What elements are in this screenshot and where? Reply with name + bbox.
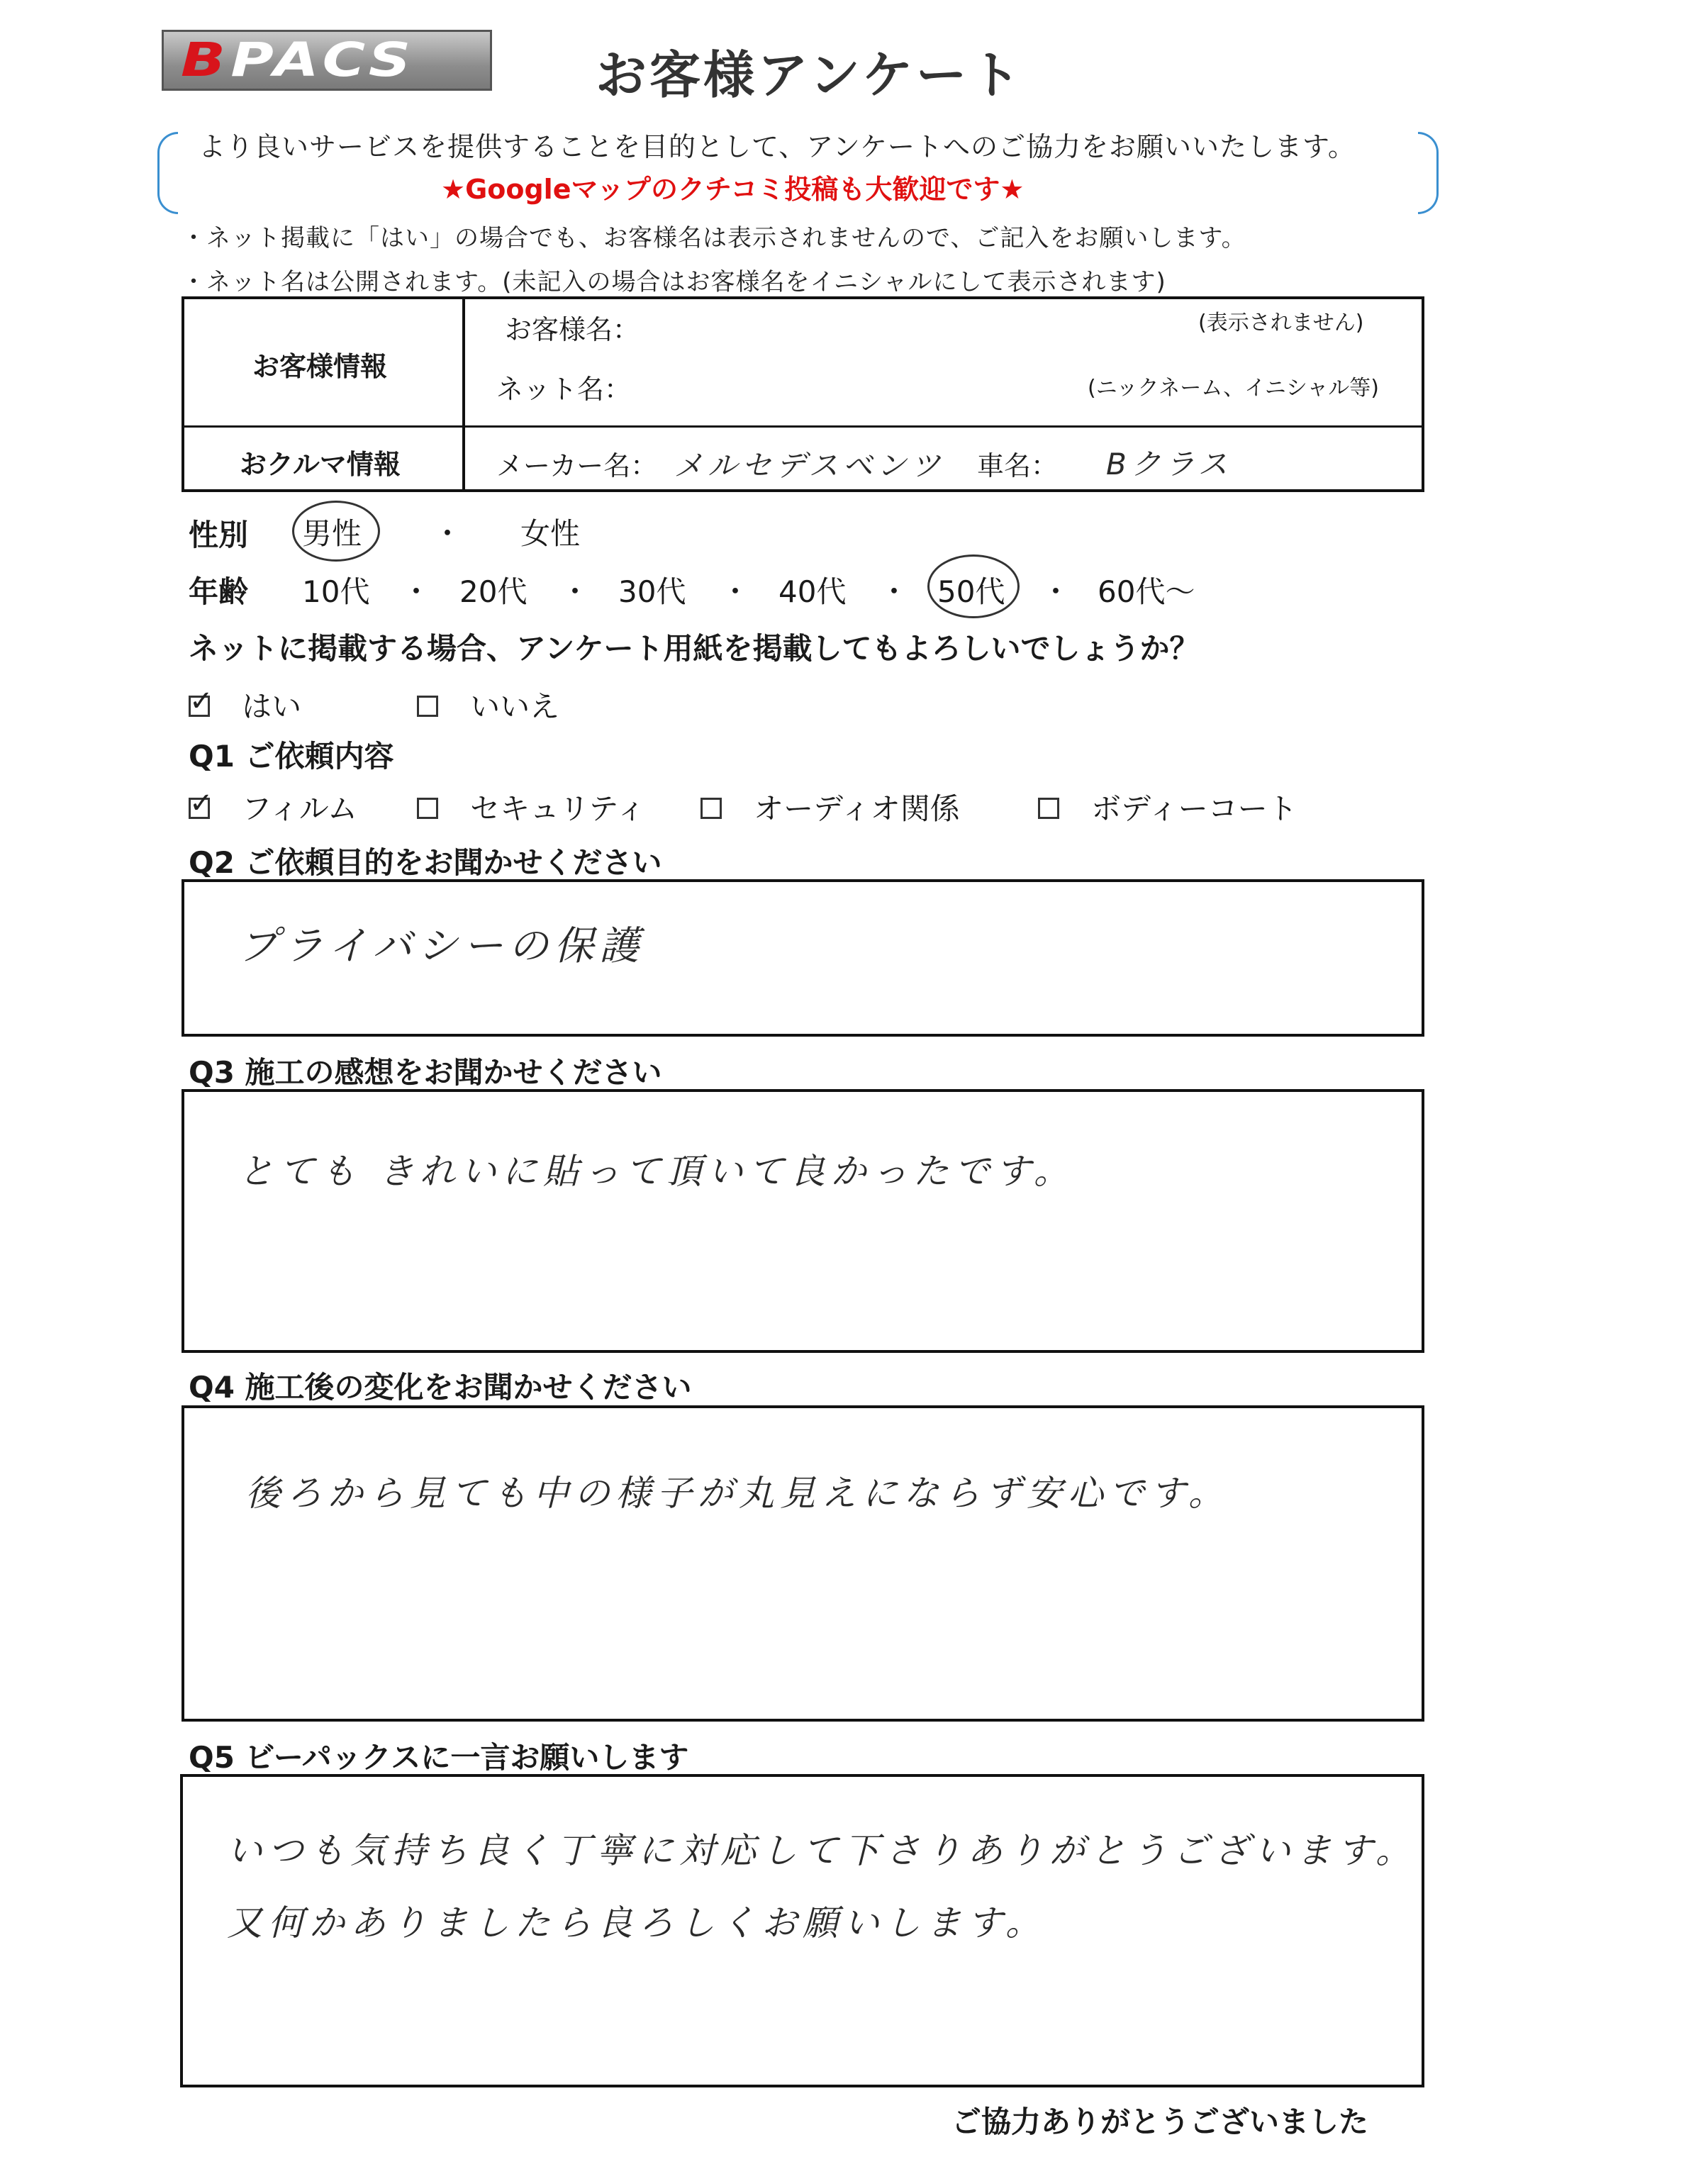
q2-answer: プライバシーの保護 xyxy=(238,923,645,969)
check-mark-icon: ✓ xyxy=(189,685,213,718)
q1-audio-label: オーディオ関係 xyxy=(754,791,960,826)
note-1: ・ネット掲載に「はい」の場合でも、お客様名は表示されませんので、ご記入をお願いします。 xyxy=(182,224,1246,252)
checkbox-bodycoat[interactable] xyxy=(1038,798,1059,819)
right-brace xyxy=(1418,132,1439,214)
note-2: ・ネット名は公開されます。(未記入の場合はお客様名をイニシャルにして表示されます) xyxy=(182,268,1166,296)
q1-label: Q1 ご依頼内容 xyxy=(189,739,394,774)
car-name-value: Bクラス xyxy=(1106,447,1232,481)
net-name-label: ネット名： xyxy=(496,374,632,405)
publish-yes-label: はい xyxy=(242,689,302,724)
table-divider xyxy=(462,296,465,492)
gender-male[interactable]: 男性 xyxy=(302,516,362,551)
logo-word: PACS xyxy=(230,33,416,87)
table-row-divider-left xyxy=(182,425,462,428)
maker-label: メーカー名： xyxy=(496,450,658,481)
footer-thanks: ご協力ありがとうございました xyxy=(951,2104,1369,2139)
intro-text: より良いサービスを提供することを目的として、アンケートへのご協力をお願いいたします。 xyxy=(199,131,1356,162)
checkbox-yes[interactable] xyxy=(189,685,213,718)
age-label: 年齢 xyxy=(189,574,249,609)
q1-option-security[interactable] xyxy=(417,786,646,828)
check-mark-icon: ✓ xyxy=(189,787,213,820)
age-50[interactable]: 50代 xyxy=(937,574,1005,609)
q4-answer-box[interactable] xyxy=(182,1405,1424,1722)
q1-film-label: フィルム xyxy=(242,791,358,826)
q1-bodycoat-label: ボディーコート xyxy=(1091,791,1297,826)
publish-no-label: いいえ xyxy=(470,689,560,724)
logo-mark: B xyxy=(181,33,231,87)
publish-no-option[interactable] xyxy=(417,684,559,726)
gender-female[interactable]: 女性 xyxy=(520,516,581,551)
q4-label: Q4 施工後の変化をお聞かせください xyxy=(189,1370,692,1405)
age-40[interactable]: 40代 xyxy=(778,574,847,609)
checkbox-no[interactable] xyxy=(417,696,438,717)
gender-label: 性別 xyxy=(189,518,249,552)
q2-label: Q2 ご依頼目的をお聞かせください xyxy=(189,845,662,880)
net-name-note: (ニックネーム、イニシャル等) xyxy=(1088,376,1380,401)
logo-text xyxy=(181,33,416,87)
table-row-divider xyxy=(462,425,1424,428)
age-60[interactable]: 60代〜 xyxy=(1098,574,1195,609)
age-sep-1: ・ xyxy=(401,574,432,609)
publish-yes-option[interactable] xyxy=(189,684,301,726)
bpacs-logo xyxy=(162,30,492,91)
checkbox-audio[interactable] xyxy=(700,798,722,819)
q5-answer-line-2: 又何かありましたら良ろしくお願いします。 xyxy=(227,1902,1046,1944)
age-sep-5: ・ xyxy=(1041,574,1071,609)
q1-option-audio[interactable] xyxy=(700,786,960,828)
q4-answer: 後ろから見ても中の様子が丸見えにならず安心です。 xyxy=(245,1473,1229,1514)
age-sep-4: ・ xyxy=(879,574,910,609)
checkbox-film[interactable] xyxy=(189,787,213,820)
checkbox-security[interactable] xyxy=(417,798,438,819)
car-info-label: おクルマ情報 xyxy=(240,449,401,480)
google-promo: ★Googleマップのクチコミ投稿も大歓迎です★ xyxy=(441,174,1025,205)
q1-option-bodycoat[interactable] xyxy=(1038,786,1297,828)
customer-name-note: (表示されません) xyxy=(1198,311,1364,335)
left-brace xyxy=(157,132,178,214)
publish-question: ネットに掲載する場合、アンケート用紙を掲載してもよろしいでしょうか？ xyxy=(189,631,1200,666)
q1-option-film[interactable] xyxy=(189,786,357,828)
q5-label: Q5 ビーパックスに一言お願いします xyxy=(189,1740,689,1775)
page-title: お客様アンケート xyxy=(596,45,1024,105)
q1-security-label: セキュリティ xyxy=(470,791,646,826)
q3-label: Q3 施工の感想をお聞かせください xyxy=(189,1055,662,1090)
customer-info-label: お客様情報 xyxy=(252,351,388,382)
q3-answer: とても きれいに貼って頂いて良かったです。 xyxy=(238,1151,1075,1192)
age-30[interactable]: 30代 xyxy=(618,574,686,609)
gender-sep: ・ xyxy=(432,516,463,551)
maker-value: メルセデスベンツ xyxy=(674,448,945,483)
age-10[interactable]: 10代 xyxy=(302,574,370,609)
car-name-label: 車名： xyxy=(977,450,1059,481)
age-20[interactable]: 20代 xyxy=(459,574,528,609)
q5-answer-line-1: いつも気持ち良く丁寧に対応して下さりありがとうございます。 xyxy=(227,1830,1417,1871)
age-sep-3: ・ xyxy=(720,574,751,609)
customer-name-label: お客様名： xyxy=(505,314,640,345)
q3-answer-box[interactable] xyxy=(182,1089,1424,1353)
age-sep-2: ・ xyxy=(560,574,591,609)
